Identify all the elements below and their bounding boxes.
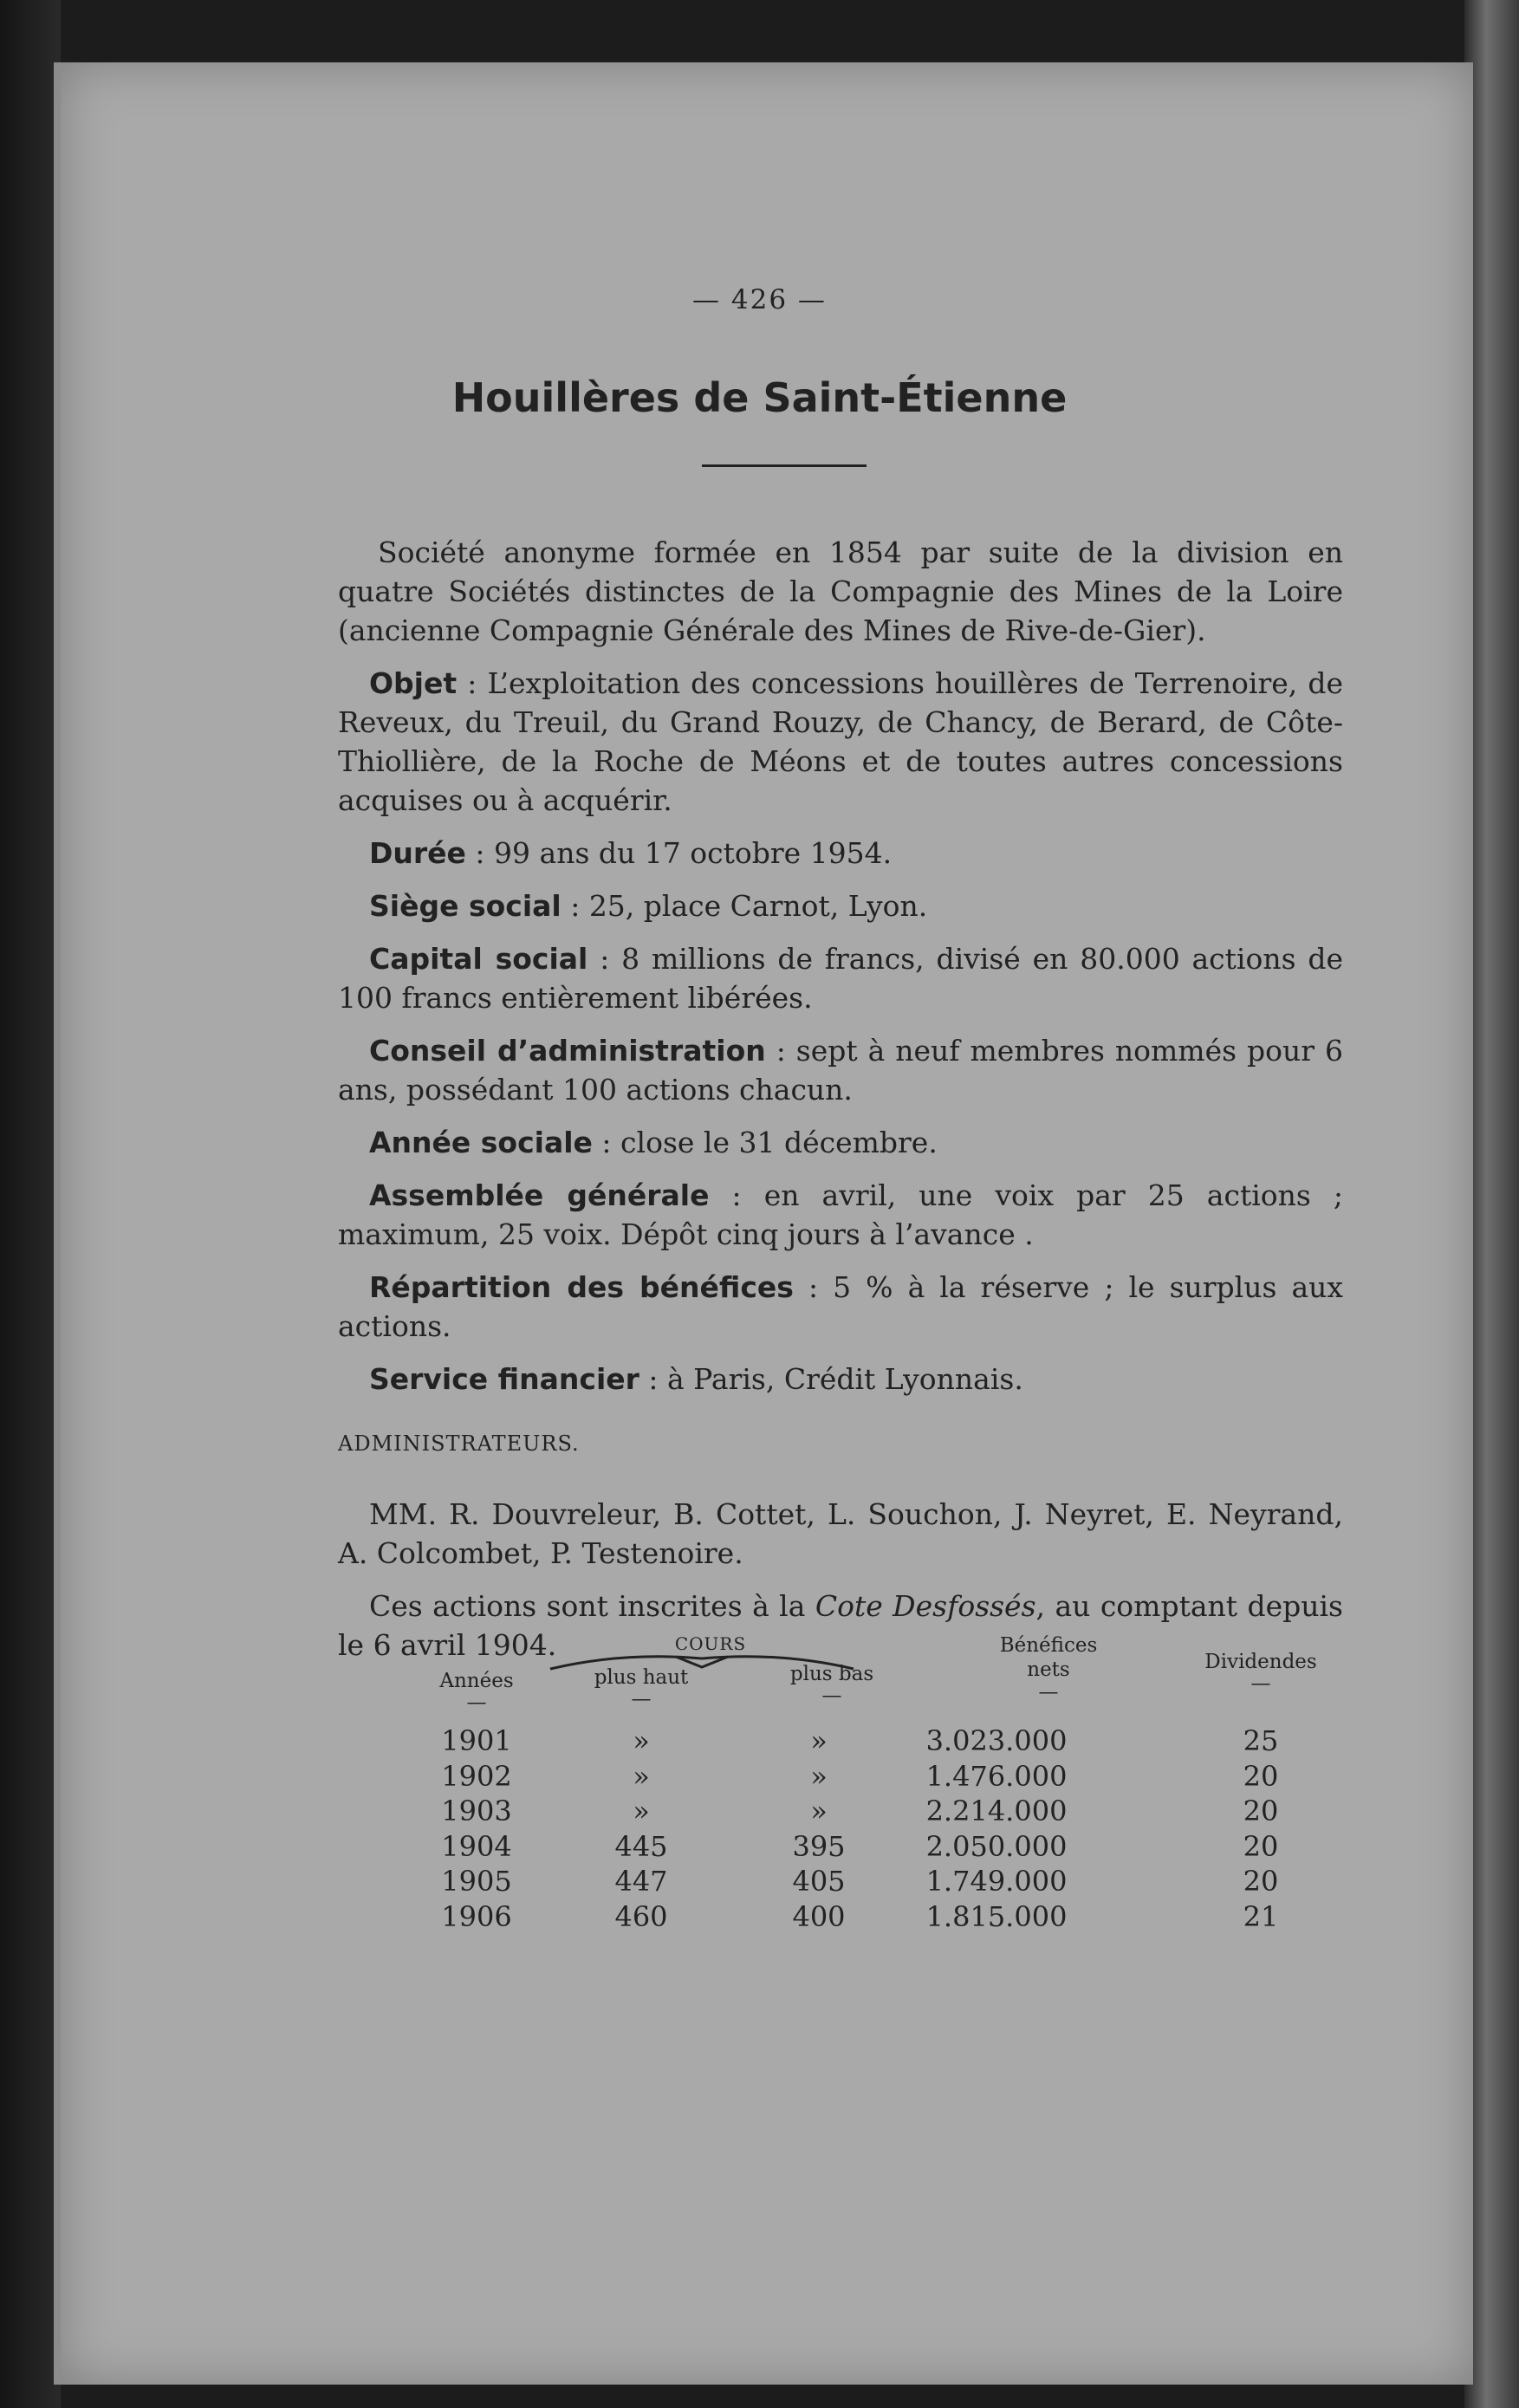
table-row: [0, 1724, 1519, 1760]
header-benefices: [953, 1633, 1144, 1703]
cell-plus-haut: »: [633, 1759, 650, 1793]
body-text: [338, 533, 1343, 1678]
header-cours: COURS: [674, 1633, 747, 1654]
scan-edge-left: [0, 0, 61, 2408]
header-plus-bas-label: plus bas: [789, 1663, 874, 1685]
field-label: Répartition des bénéfices: [369, 1270, 794, 1304]
field-repartition: [338, 1268, 1343, 1346]
field-label: Capital social: [369, 942, 588, 976]
field-text: : à Paris, Crédit Lyonnais.: [639, 1362, 1023, 1396]
field-text: : 25, place Carnot, Lyon.: [561, 889, 928, 923]
cell-plus-bas: 405: [792, 1865, 846, 1898]
field-label: Service financier: [369, 1362, 639, 1396]
cell-plus-bas: 400: [792, 1899, 846, 1933]
field-text: : en avril, une voix par 25 actions ; maximum, 25 voix. Dépôt cinq jours à l’avance .: [338, 1178, 1344, 1251]
field-label: Durée: [369, 836, 466, 870]
page-title: Houillères de Saint-Étienne: [451, 374, 1068, 421]
cell-annee: 1903: [441, 1795, 512, 1827]
header-dash: —: [1250, 1672, 1271, 1695]
cell-annee: 1906: [441, 1899, 512, 1933]
field-label: Année sociale: [369, 1126, 593, 1159]
field-text: : 8 millions de francs, divisé en 80.000 actions de 100 francs entièrement libérées.: [338, 942, 1344, 1015]
cell-annee: 1904: [441, 1829, 512, 1863]
intro-paragraph: Société anonyme formée en 1854 par suite de la division en quatre Sociétés distinctes de la Compagnie des Mines de la Loire (ancienne Compagnie Générale des Mines de Rive-de-Gier).: [338, 535, 1343, 647]
header-benefices-label: Bénéfices: [999, 1634, 1098, 1657]
administrators-heading: ADMINISTRATEURS.: [338, 1431, 580, 1456]
header-dividendes: [1161, 1651, 1360, 1694]
header-plus-haut-label: plus haut: [594, 1666, 689, 1689]
header-nets-label: nets: [1027, 1658, 1070, 1681]
header-dash: —: [821, 1684, 842, 1707]
cell-plus-haut: 445: [614, 1829, 668, 1863]
cell-benefices: 1.815.000: [925, 1899, 1068, 1933]
cell-plus-haut: 447: [614, 1865, 668, 1898]
quote-note-after: , au comptant depuis le 6 avril 1904.: [338, 1589, 1343, 1662]
cell-plus-haut: 460: [614, 1899, 668, 1933]
table-row: [0, 1830, 1519, 1866]
table-body: [0, 1724, 1519, 1935]
table-row: [0, 1865, 1519, 1900]
header-dividendes-label: Dividendes: [1204, 1651, 1317, 1673]
cell-annee: 1901: [441, 1724, 512, 1757]
field-text: : 5 % à la réserve ; le surplus aux actions.: [338, 1270, 1344, 1343]
administrators-list: MM. R. Douvreleur, B. Cottet, L. Souchon, J. Neyret, E. Neyrand, A. Colcombet, P. Testenoire.: [338, 1497, 1343, 1570]
field-service-financier: [338, 1360, 1343, 1399]
quote-note-italic: Cote Desfossés: [815, 1589, 1036, 1623]
field-assemblee: [338, 1176, 1343, 1254]
cell-dividende: 20: [1243, 1829, 1279, 1863]
cell-dividende: 20: [1243, 1795, 1279, 1827]
cell-plus-haut: »: [633, 1724, 650, 1757]
cell-dividende: 21: [1243, 1899, 1279, 1933]
cell-benefices: 1.749.000: [925, 1865, 1068, 1898]
header-annees-label: Années: [439, 1670, 514, 1692]
header-dash: —: [631, 1688, 652, 1710]
table-row: [0, 1900, 1519, 1936]
page-number: — 426 —: [692, 284, 827, 315]
cell-annee: 1902: [441, 1759, 512, 1793]
field-conseil: [338, 1031, 1343, 1109]
header-dash: —: [1038, 1681, 1059, 1704]
field-text: : 99 ans du 17 octobre 1954.: [465, 836, 893, 870]
field-capital-social: [338, 939, 1343, 1017]
cell-dividende: 20: [1243, 1865, 1279, 1898]
field-objet: [338, 664, 1343, 820]
field-label: Conseil d’administration: [369, 1034, 766, 1068]
cell-dividende: 25: [1243, 1724, 1279, 1757]
cell-benefices: 1.476.000: [925, 1759, 1068, 1793]
table-row: [0, 1760, 1519, 1795]
cell-plus-bas: »: [810, 1724, 828, 1757]
header-plus-haut: [555, 1666, 728, 1710]
quote-note-before: Ces actions sont inscrites à la: [369, 1589, 815, 1623]
field-annee-sociale: [338, 1123, 1343, 1162]
cell-plus-haut: »: [633, 1795, 650, 1827]
cell-annee: 1905: [441, 1865, 512, 1898]
cell-benefices: 2.050.000: [925, 1829, 1068, 1863]
title-rule: [702, 464, 867, 467]
cell-dividende: 20: [1243, 1759, 1279, 1793]
header-annees: [381, 1670, 572, 1713]
cell-plus-bas: 395: [792, 1829, 846, 1863]
field-text: : L’exploitation des concessions houillères de Terrenoire, de Reveux, du Treuil, du Grand Rouzy, de Chancy, de Berard, de Côte-Thiollière, de la Roche de Méons et de toutes autres concessions acquises ou à acquérir.: [338, 666, 1343, 817]
field-siege-social: [338, 886, 1343, 925]
cours-brace-icon: [546, 1645, 858, 1671]
field-duree: [338, 834, 1343, 873]
table-row: [0, 1795, 1519, 1830]
field-text: : sept à neuf membres nommés pour 6 ans, possédant 100 actions chacun.: [338, 1034, 1344, 1107]
cell-benefices: 3.023.000: [925, 1724, 1068, 1757]
field-label: Objet: [369, 666, 458, 700]
cell-benefices: 2.214.000: [925, 1795, 1068, 1827]
field-label: Assemblée générale: [369, 1178, 710, 1212]
cell-plus-bas: »: [810, 1795, 828, 1827]
field-text: : close le 31 décembre.: [592, 1126, 938, 1159]
field-label: Siège social: [369, 889, 562, 923]
cell-plus-bas: »: [810, 1759, 828, 1793]
header-dash: —: [466, 1691, 487, 1714]
